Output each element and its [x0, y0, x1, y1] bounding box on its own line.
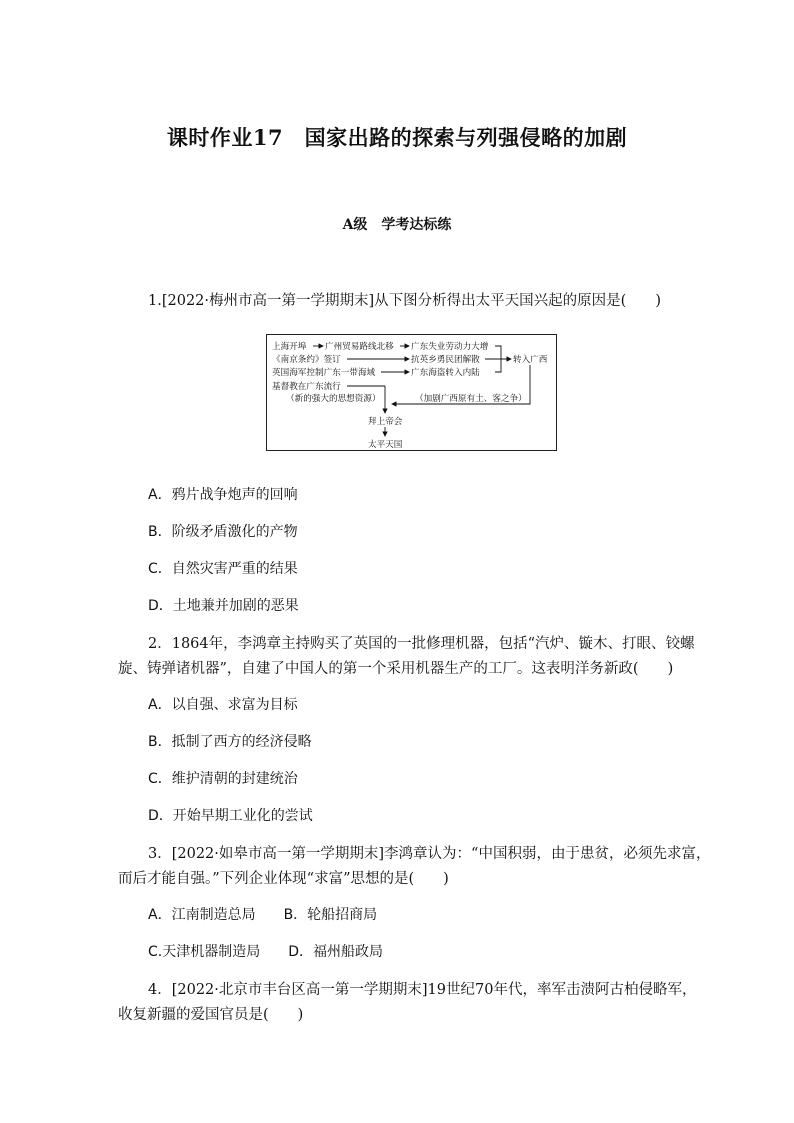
node-pirates-inland: 广东海盗转入内陆: [411, 368, 480, 378]
node-militia-disband: 抗英乡勇民团解散: [411, 355, 480, 365]
q1-stem: 1.[2022·梅州市高一第一学期期末]从下图分析得出太平天国兴起的原因是( ): [148, 293, 661, 309]
q1-option-d: D．土地兼并加剧的恶果: [148, 598, 299, 614]
node-to-guangxi: 转入广西: [513, 355, 548, 365]
node-taiping: 太平天国: [368, 440, 403, 450]
q2-option-c: C．维护清朝的封建统治: [148, 771, 298, 787]
q2-option-b: B．抵制了西方的经济侵略: [148, 734, 312, 750]
q3-options-row2: C.天津机器制造局 D．福州船政局: [148, 944, 384, 960]
q1-option-b: B．阶级矛盾激化的产物: [148, 524, 298, 540]
node-nanjing-treaty: 《南京条约》签订: [272, 355, 341, 365]
node-new-thought: （新的强大的思想资源）: [286, 394, 381, 404]
q2-option-d: D．开始早期工业化的尝试: [148, 808, 313, 824]
q1-option-a: A．鸦片战争炮声的回响: [148, 487, 298, 503]
node-unemployed-labor: 广东失业劳动力大增: [411, 342, 489, 352]
node-god-worship-society: 拜上帝会: [368, 417, 403, 427]
node-trade-route: 广州贸易路线北移: [325, 342, 394, 352]
q2-stem-line2: 旋、铸弹诸机器”，自建了中国人的第一个采用机器生产的工厂。这表明洋务新政( ): [118, 661, 674, 677]
page-title: 课时作业17 国家出路的探索与列强侵略的加剧: [166, 125, 628, 150]
q1-flow-diagram: [266, 334, 557, 451]
node-christianity: 基督教在广东流行: [272, 382, 341, 392]
node-local-conflict: （加剧广西原有土、客之争）: [415, 394, 527, 404]
q2-option-a: A．以自强、求富为目标: [148, 697, 298, 713]
q3-stem-line2: 而后才能自强。”下列企业体现“求富”思想的是( ): [118, 871, 449, 887]
q3-stem-line1: 3．[2022·如皋市高一第一学期期末]李鸿章认为：“中国积弱，由于患贫，必须先求富，: [148, 846, 711, 862]
flow-diagram-svg: [267, 335, 558, 452]
q2-stem-line1: 2．1864年，李鸿章主持购买了英国的一批修理机器，包括“汽炉、镟木、打眼、铰螺: [148, 636, 695, 652]
q3-options-row1: A．江南制造总局 B．轮船招商局: [148, 907, 378, 923]
section-level: A级 学考达标练: [342, 217, 452, 233]
node-british-navy: 英国海军控制广东一带海域: [272, 368, 376, 378]
node-shanghai-port: 上海开埠: [272, 342, 307, 352]
q4-stem-line2: 收复新疆的爱国官员是( ): [118, 1007, 304, 1023]
q1-option-c: C．自然灾害严重的结果: [148, 561, 298, 577]
q4-stem-line1: 4．[2022·北京市丰台区高一第一学期期末]19世纪70年代，率军击溃阿古柏侵略军，: [148, 982, 697, 998]
